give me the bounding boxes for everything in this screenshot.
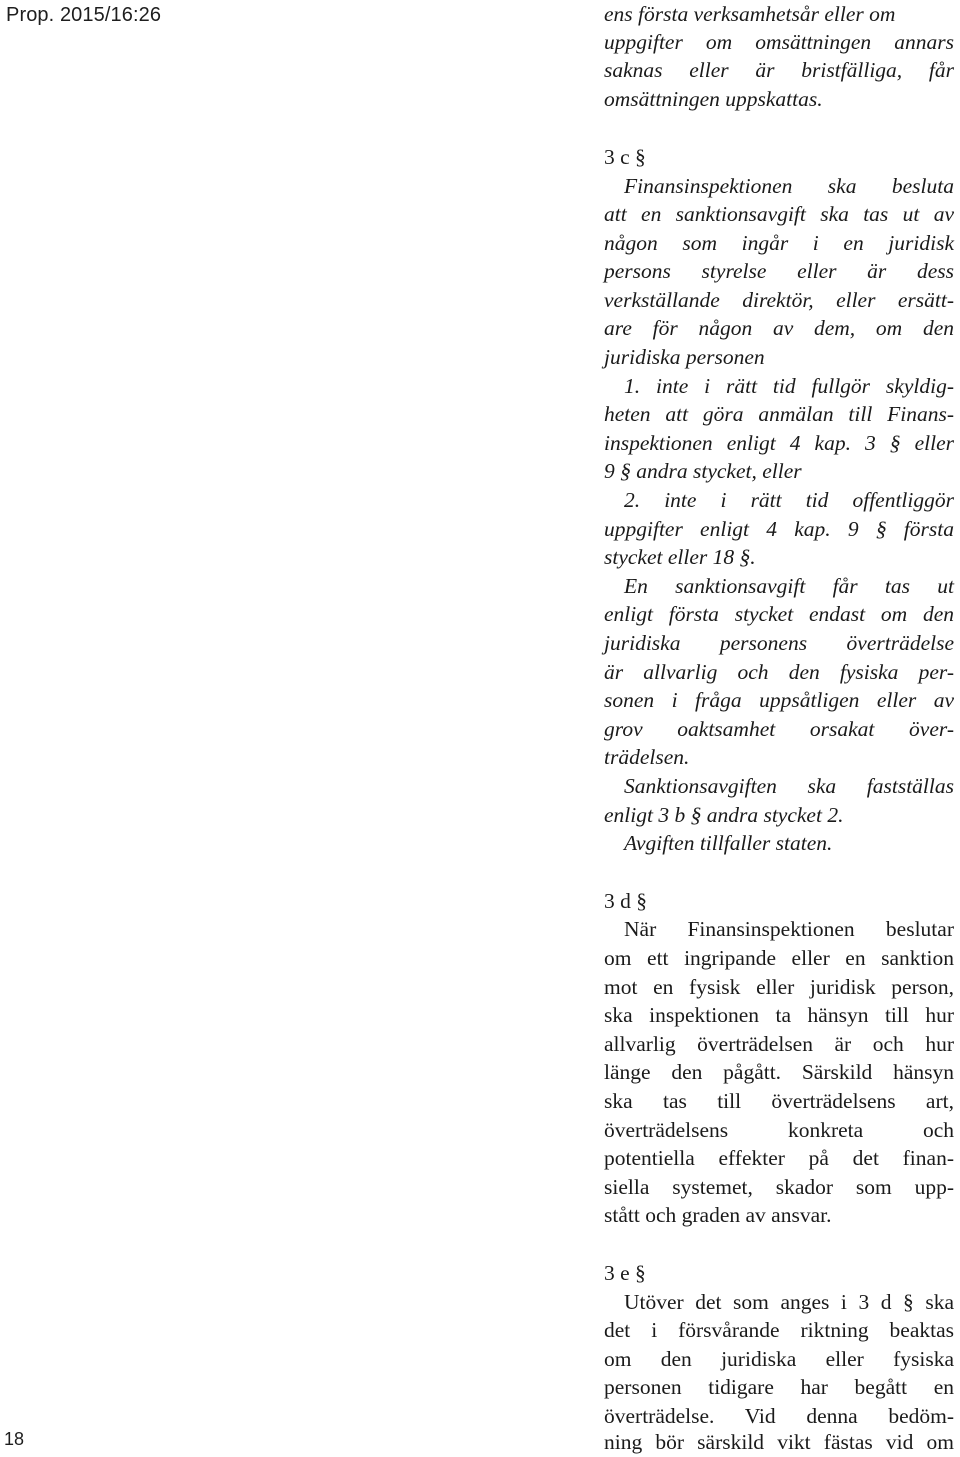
- text-line: uppgifter enligt 4 kap. 9 § första: [604, 517, 954, 541]
- text-line: 2. inte i rätt tid offentliggör: [624, 488, 954, 512]
- text-line: siella systemet, skador som upp-: [604, 1175, 954, 1199]
- text-line: länge den pågått. Särskild hänsyn: [604, 1060, 954, 1084]
- text-line: ska inspektionen ta hänsyn till hur: [604, 1003, 954, 1027]
- text-line: En sanktionsavgift får tas ut: [624, 574, 954, 598]
- text-line: grov oaktsamhet orsakat över-: [604, 717, 954, 741]
- section-heading-3c: 3 c §: [604, 145, 646, 169]
- page-number: 18: [4, 1429, 25, 1449]
- text-line: Sanktionsavgiften ska fastställas: [624, 774, 954, 798]
- text-line: sonen i fråga uppsåtligen eller av: [604, 688, 954, 712]
- text-line: om ett ingripande eller en sanktion: [604, 946, 954, 970]
- text-line: det i försvårande riktning beaktas: [604, 1318, 954, 1342]
- text-line: någon som ingår i en juridisk: [604, 231, 954, 255]
- text-line: are för någon av dem, om den: [604, 316, 954, 340]
- text-line: ska tas till överträdelsens art,: [604, 1089, 954, 1113]
- text-line: juridiska personen: [604, 345, 765, 369]
- text-line: om den juridiska eller fysiska: [604, 1347, 954, 1371]
- text-line: uppgifter om omsättningen annars: [604, 30, 954, 54]
- text-line: heten att göra anmälan till Finans-: [604, 402, 954, 426]
- text-line: När Finansinspektionen beslutar: [624, 917, 954, 941]
- section-heading-3e: 3 e §: [604, 1261, 646, 1285]
- text-line: att en sanktionsavgift ska tas ut av: [604, 202, 954, 226]
- text-line: inspektionen enligt 4 kap. 3 § eller: [604, 431, 954, 455]
- text-line: ens första verksamhetsår eller om: [604, 2, 896, 26]
- text-line: stycket eller 18 §.: [604, 545, 756, 569]
- text-line: enligt 3 b § andra stycket 2.: [604, 803, 844, 827]
- text-line: 1. inte i rätt tid fullgör skyldig-: [624, 374, 954, 398]
- text-line: personen tidigare har begått en: [604, 1375, 954, 1399]
- text-line: Utöver det som anges i 3 d § ska: [624, 1290, 954, 1314]
- text-line: potentiella effekter på det finan-: [604, 1146, 954, 1170]
- text-line: Avgiften tillfaller staten.: [624, 831, 833, 855]
- text-line: juridiska personens överträdelse: [604, 631, 954, 655]
- text-line: 9 § andra stycket, eller: [604, 459, 802, 483]
- text-line: verkställande direktör, eller ersätt-: [604, 288, 954, 312]
- text-line: persons styrelse eller är dess: [604, 259, 954, 283]
- text-line: överträdelse. Vid denna bedöm-: [604, 1404, 954, 1428]
- document-header: Prop. 2015/16:26: [6, 4, 162, 26]
- text-line: mot en fysisk eller juridisk person,: [604, 975, 954, 999]
- text-line: Finansinspektionen ska besluta: [624, 174, 954, 198]
- text-line: stått och graden av ansvar.: [604, 1203, 832, 1227]
- text-line: är allvarlig och den fysiska per-: [604, 660, 954, 684]
- text-line: trädelsen.: [604, 745, 690, 769]
- text-line: enligt första stycket endast om den: [604, 602, 954, 626]
- text-line: saknas eller är bristfälliga, får: [604, 58, 954, 82]
- section-heading-3d: 3 d §: [604, 889, 647, 913]
- text-line: omsättningen uppskattas.: [604, 87, 823, 111]
- text-line: överträdelsens konkreta och: [604, 1118, 954, 1142]
- text-line: allvarlig överträdelsen är och hur: [604, 1032, 954, 1056]
- text-line: ning bör särskild vikt fästas vid om: [604, 1430, 954, 1454]
